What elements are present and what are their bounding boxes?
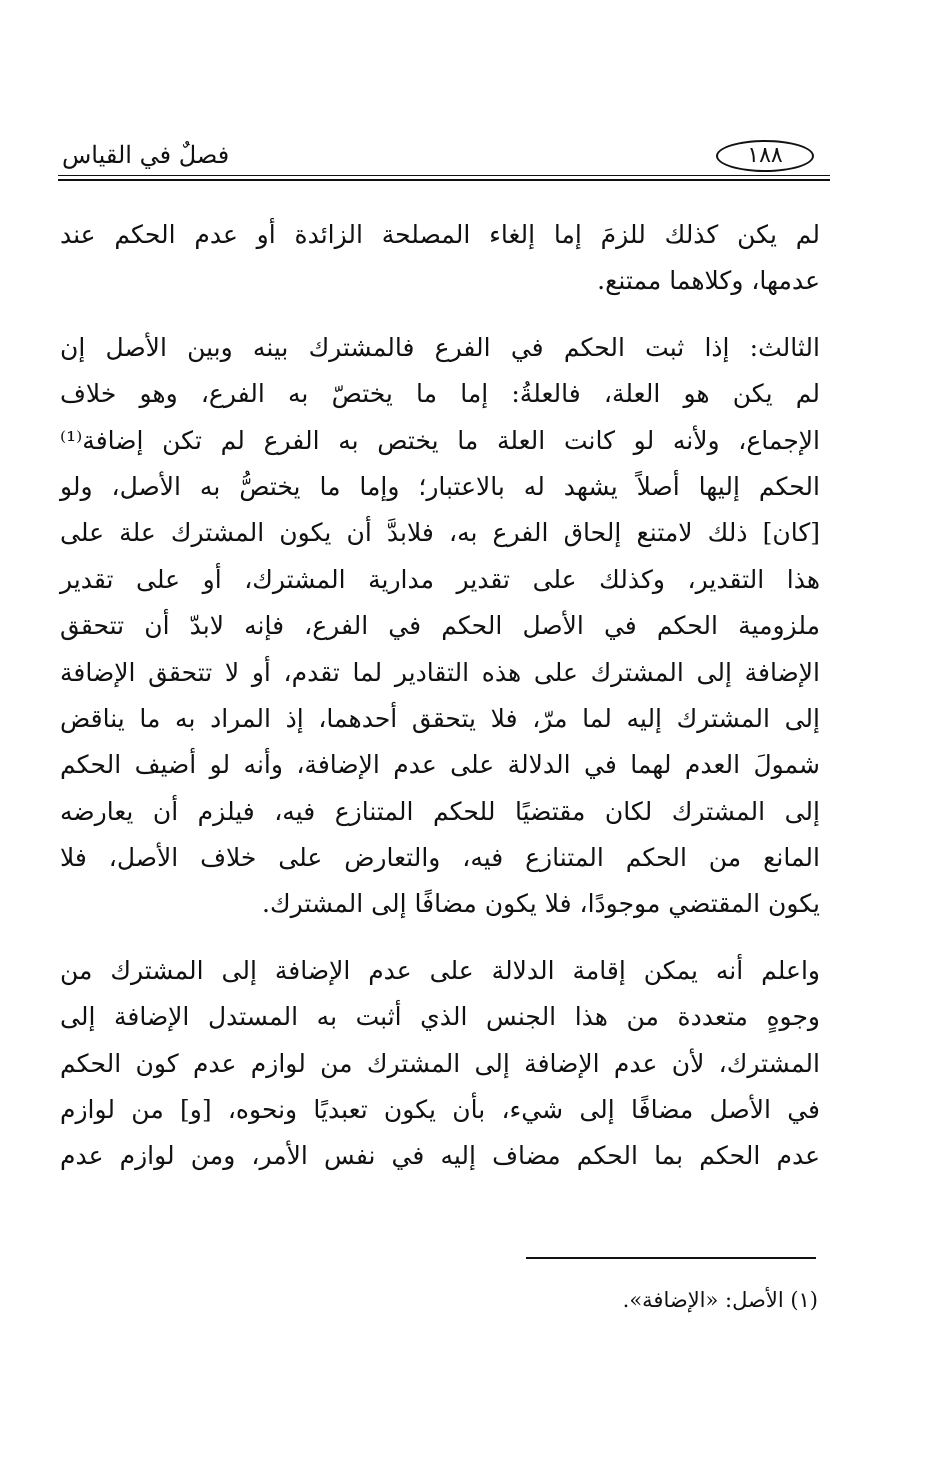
text-line: شمولَ العدم لهما في الدلالة على عدم الإضافة، وأنه لو أضيف الحكم <box>60 750 820 780</box>
footnote: (١) الأصل: «الإضافة». <box>622 1288 818 1312</box>
text-line: يكون المقتضي موجودًا، فلا يكون مضافًا إلى المشترك. <box>262 889 820 919</box>
footnote-separator <box>526 1257 816 1259</box>
text-line: وجوهٍ متعددة من هذا الجنس الذي أثبت به المستدل الإضافة إلى <box>60 1002 820 1032</box>
text-line: المانع من الحكم المتنازع فيه، والتعارض على خلاف الأصل، فلا <box>60 843 820 873</box>
text-line: عدم الحكم بما الحكم مضاف إليه في نفس الأمر، ومن لوازم عدم <box>60 1141 820 1171</box>
text-line: لم يكن كذلك للزمَ إما إلغاء المصلحة الزائدة أو عدم الحكم عند <box>60 220 820 249</box>
paragraph-1 <box>60 212 820 305</box>
text-line: المشترك، لأن عدم الإضافة إلى المشترك من لوازم عدم كون الحكم <box>60 1048 820 1078</box>
running-title: فصلٌ في القياس <box>62 141 230 169</box>
text-line: في الأصل مضافًا إلى شيء، بأن يكون تعبديًا ونحوه، [و] من لوازم <box>60 1095 820 1125</box>
text-line: واعلم أنه يمكن إقامة الدلالة على عدم الإضافة إلى المشترك من <box>60 955 820 985</box>
page-number: ١٨٨ <box>716 140 814 172</box>
text-line: ملزومية الحكم في الأصل الحكم في الفرع، فإنه لابدّ أن تتحقق <box>60 611 820 641</box>
text-line: إلى المشترك إليه لما مرّ، فلا يتحقق أحدهما، إذ المراد به ما يناقض <box>60 703 820 733</box>
text-line: عدمها، وكلاهما ممتنع. <box>597 266 820 296</box>
header-rule-thick <box>58 179 830 181</box>
text-line: هذا التقدير، وكذلك على تقدير مدارية المشترك، أو على تقدير <box>60 564 820 594</box>
page-header <box>58 138 830 184</box>
text-line: لم يكن هو العلة، فالعلةُ: إما ما يختصّ به الفرع، وهو خلاف <box>60 379 820 409</box>
text-line: الحكم إليها أصلاً يشهد له بالاعتبار؛ وإما ما يختصُّ به الأصل، ولو <box>60 471 820 501</box>
text-line: الإضافة إلى المشترك على هذه التقادير لما تقدم، أو لا تتحقق الإضافة <box>60 657 820 687</box>
paragraph-3 <box>60 948 820 1180</box>
body-text <box>60 212 820 1180</box>
paragraph-2 <box>60 325 820 928</box>
header-rule <box>58 175 830 176</box>
text-line: [كان] ذلك لامتنع إلحاق الفرع به، فلابدَّ أن يكون المشترك علة على <box>60 518 820 548</box>
text-line: إلى المشترك لكان مقتضيًا للحكم المتنازع فيه، فيلزم أن يعارضه <box>60 796 820 826</box>
text-line: الثالث: إذا ثبت الحكم في الفرع فالمشترك بينه وبين الأصل إن <box>60 332 820 362</box>
text-line: الإجماع، ولأنه لو كانت العلة ما يختص به الفرع لم تكن إضافة⁽¹⁾ <box>60 425 820 455</box>
